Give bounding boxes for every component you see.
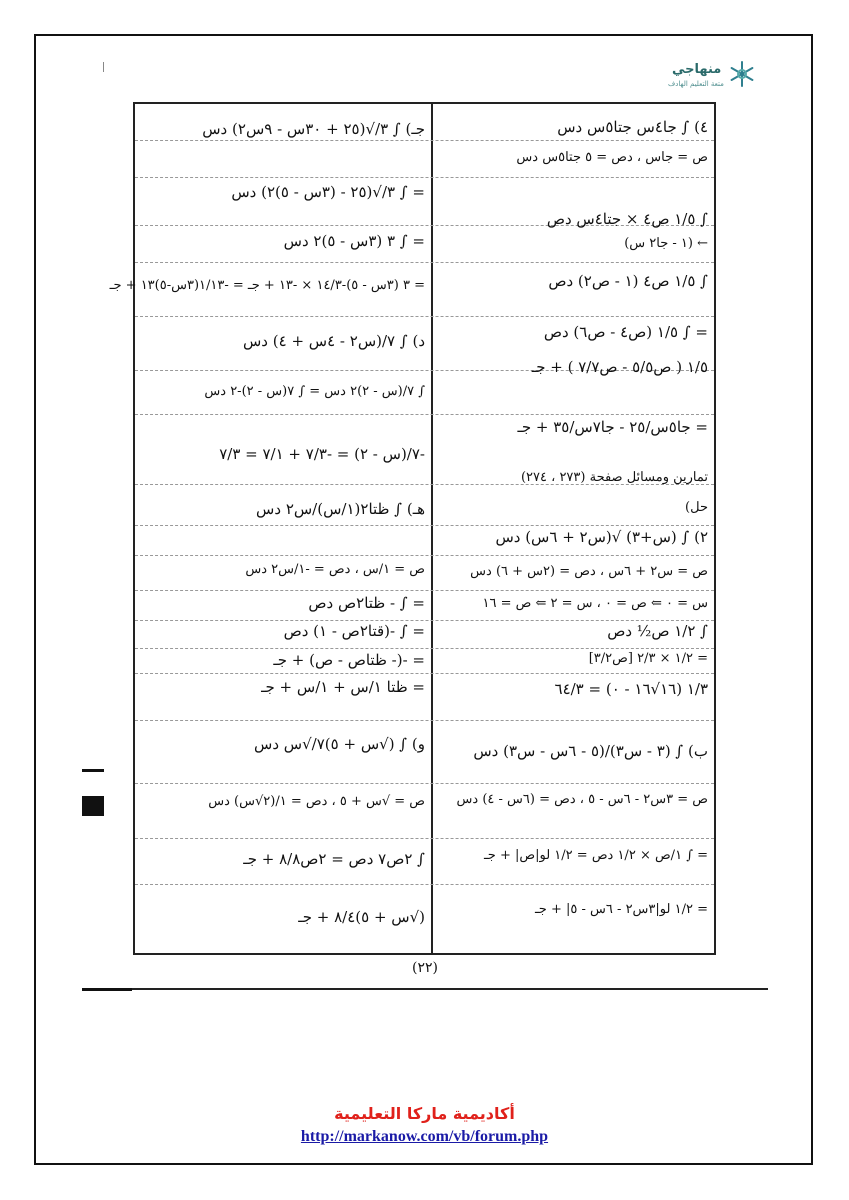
ruled-line — [135, 525, 714, 527]
right-line-19: = ∫ ١/ص × ١/٢ دص = ١/٢ لو|ص| + جـ — [484, 848, 708, 863]
ruled-line — [135, 177, 714, 179]
left-line-2: = ∫ ٣/√(٢٥ - (٣س - ٥)٢) دس — [231, 183, 425, 201]
ruled-line — [135, 884, 714, 886]
ruled-line — [135, 140, 714, 142]
bottom-rule-thick — [82, 988, 132, 991]
right-line-13: س = ٠ ⇐ ص = ٠ ، س = ٢ ⇐ ص = ١٦ — [482, 596, 708, 611]
left-line-10: = ∫ - ظتا٢ص دص — [308, 594, 425, 612]
corner-mark — [103, 62, 104, 72]
left-line-14: و) ∫ (√س + ٥)٧/√س دس — [254, 735, 425, 753]
forum-link[interactable]: http://markanow.com/vb/forum.php — [300, 1128, 549, 1145]
left-line-16: ∫ ٢ص٧ دص = ٢ص٨/٨ + جـ — [243, 850, 425, 868]
left-line-8: هـ) ∫ ظتا٢(١/س)/س٢ دس — [256, 500, 425, 518]
right-line-14: ∫ ١/٢ ص½ دص — [607, 622, 708, 640]
snowflake-logo-icon — [728, 60, 756, 88]
right-line-15: = ١/٢ × ٢/٣ [ص٣/٢] — [588, 651, 708, 666]
ruled-line — [135, 555, 714, 557]
left-line-6: ∫ ٧/(س - ٢)٢ دس = ∫ ٧(س - ٢)-٢ دس — [204, 384, 425, 399]
page-number: (٢٢) — [412, 960, 438, 976]
ruled-line — [135, 783, 714, 785]
right-line-9: تمارين ومسائل صفحة (٢٧٣ ، ٢٧٤) — [520, 470, 708, 485]
left-line-4: = ٣ (٣س - ٥)-١٤/٣ × -١٣ + جـ = -١/١٣(٣س-٥)١٣ + جـ — [109, 278, 425, 293]
left-line-13: = ظتا ١/س + ١/س + جـ — [261, 678, 425, 696]
right-line-6: = ∫ ١/٥ (ص٤ - ص٦) دص — [543, 323, 708, 341]
brand-tagline: متعة التعليم الهادف — [668, 80, 724, 88]
left-line-12: = -(- ظتاص - ص) + جـ — [273, 651, 425, 669]
left-line-1: جـ) ∫ ٣/√(٢٥ + ٣٠س - ٩س٢) دس — [202, 120, 425, 138]
bottom-rule — [82, 988, 768, 990]
right-line-4: ← (١ - جا٢ س) — [624, 236, 708, 251]
left-line-17: (√س + ٥)٨/٤ + جـ — [298, 908, 425, 926]
ruled-line — [135, 838, 714, 840]
left-line-9: ص = ١/س ، دص = -١/س٢ دس — [245, 562, 425, 577]
ruled-line — [135, 673, 714, 675]
margin-block — [82, 796, 104, 816]
right-line-1: ٤) ∫ جا٤س جتا٥س دس — [557, 118, 708, 136]
ruled-line — [135, 720, 714, 722]
left-line-3: = ∫ ٣ (٣س - ٥)٢ دس — [283, 232, 425, 250]
right-line-18: ص = ٣س٢ - ٦س - ٥ ، دص = (٦س - ٤) دس — [456, 792, 708, 807]
ruled-line — [135, 262, 714, 264]
right-line-8: = جا٥س/٢٥ - جا٧س/٣٥ + جـ — [517, 418, 708, 436]
left-line-5: د) ∫ ٧/(س٢ - ٤س + ٤) دس — [242, 332, 425, 350]
brand-name: منهاجي — [672, 62, 722, 77]
academy-name: أكاديمية ماركا التعليمية — [334, 1104, 515, 1123]
margin-dash — [82, 769, 104, 772]
right-line-16: ١/٣ (١٦√١٦ - ٠) = ٦٤/٣ — [554, 680, 708, 698]
right-line-10: حل) — [685, 500, 708, 515]
column-divider — [431, 102, 433, 955]
ruled-line — [135, 316, 714, 318]
right-line-17: ب) ∫ (٣ - س٣)/(٥ - ٦س - س٣) دس — [473, 742, 708, 760]
right-line-20: = ١/٢ لو|٣س٢ - ٦س - ٥| + جـ — [535, 902, 708, 917]
right-line-5: ∫ ١/٥ ص٤ (١ - ص٢) دص — [548, 272, 708, 290]
left-line-7: -٧/(س - ٢) = -٧/٣ + ٧/١ = ٧/٣ — [219, 445, 425, 463]
right-line-7: ١/٥ ( ص٥/٥ - ص٧/٧ ) + جـ — [531, 358, 708, 376]
right-line-2: ص = جاس ، دص = ٥ جتا٥س دس — [516, 150, 708, 165]
right-line-12: ص = س٢ + ٦س ، دص = (٢س + ٦) دس — [470, 564, 708, 579]
ruled-line — [135, 590, 714, 592]
right-line-11: ٢) ∫ (س+٣) √(س٢ + ٦س) دس — [495, 528, 708, 546]
ruled-line — [135, 648, 714, 650]
left-line-15: ص = √س + ٥ ، دص = ١/(٢√س) دس — [208, 794, 425, 809]
left-line-11: = ∫ -(قتا٢ص - ١) دص — [283, 622, 425, 640]
ruled-line — [135, 414, 714, 416]
right-line-3: ∫ ١/٥ ص٤ × جتا٤س دص — [546, 210, 708, 228]
